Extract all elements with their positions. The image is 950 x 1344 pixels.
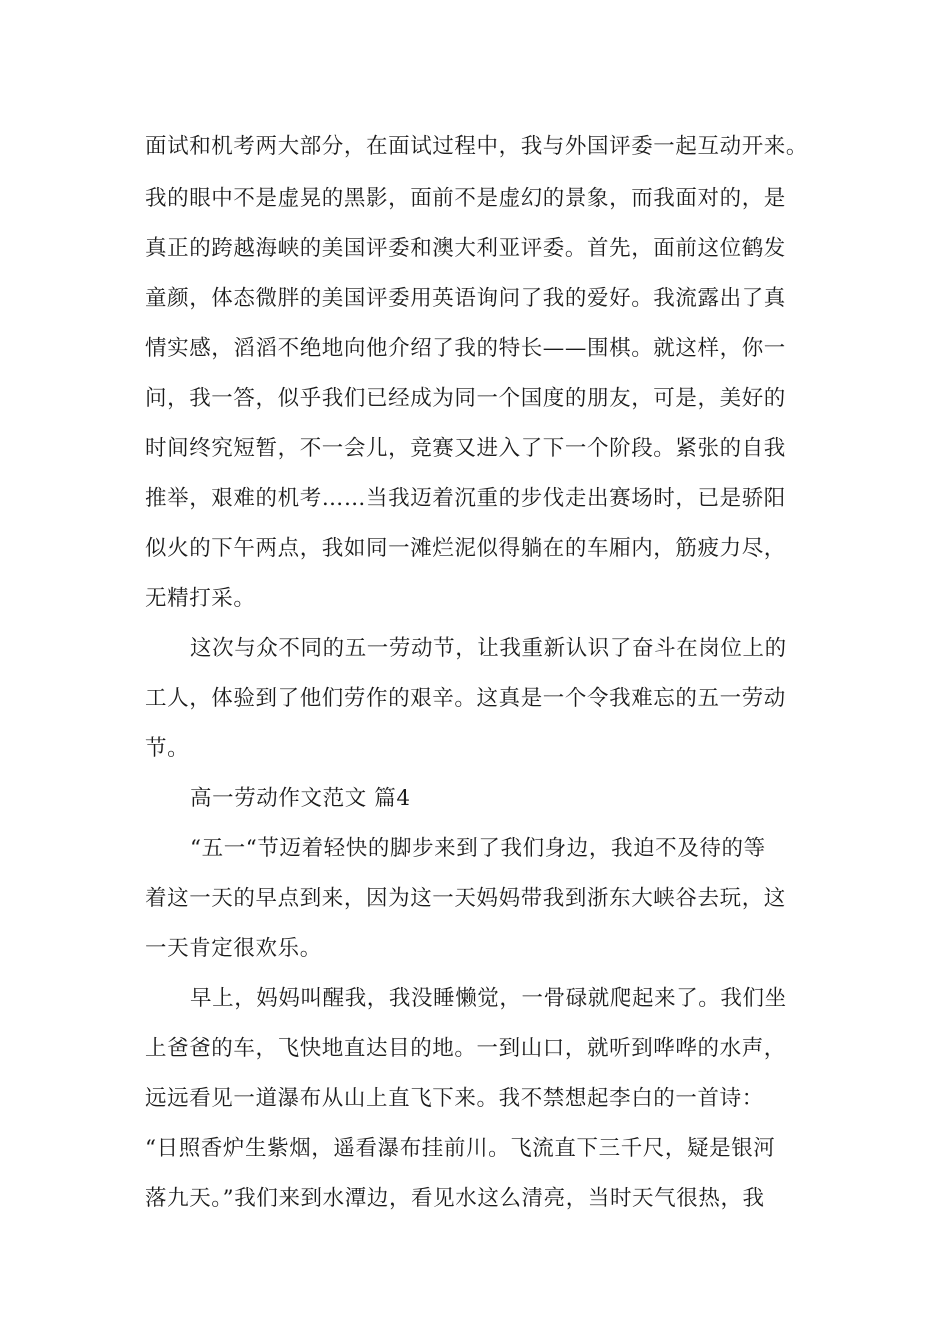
- text-line: 童颜，体态微胖的美国评委用英语询问了我的爱好。我流露出了真: [145, 286, 786, 311]
- section-heading: 高一劳动作文范文 篇4: [190, 786, 411, 811]
- text-line: 上爸爸的车，飞快地直达目的地。一到山口，就听到哗哗的水声，: [145, 1036, 786, 1061]
- text-line: 远远看见一道瀑布从山上直飞下来。我不禁想起李白的一首诗：: [145, 1086, 764, 1111]
- text-line: 无精打采。: [145, 586, 256, 611]
- text-line: 似火的下午两点，我如同一滩烂泥似得躺在的车厢内，筋疲力尽，: [145, 536, 786, 561]
- text-line: 问，我一答，似乎我们已经成为同一个国度的朋友，可是，美好的: [145, 386, 786, 411]
- text-line: “日照香炉生紫烟，遥看瀑布挂前川。飞流直下三千尺，疑是银河: [145, 1136, 776, 1161]
- text-line: 我的眼中不是虚晃的黑影，面前不是虚幻的景象，而我面对的，是: [145, 186, 786, 211]
- text-line: 落九天。”我们来到水潭边，看见水这么清亮，当时天气很热，我: [145, 1186, 765, 1211]
- text-line: 时间终究短暂，不一会儿，竞赛又进入了下一个阶段。紧张的自我: [145, 436, 786, 461]
- text-line: 面试和机考两大部分，在面试过程中，我与外国评委一起互动开来。: [145, 134, 809, 159]
- paragraph-first-line: 这次与众不同的五一劳动节，让我重新认识了奋斗在岗位上的: [190, 636, 787, 661]
- text-line: 工人，体验到了他们劳作的艰辛。这真是一个令我难忘的五一劳动: [145, 686, 786, 711]
- paragraph-first-line: 早上，妈妈叫醒我，我没睡懒觉，一骨碌就爬起来了。我们坐: [190, 986, 787, 1011]
- text-line: 节。: [145, 736, 190, 761]
- text-line: 着这一天的早点到来，因为这一天妈妈带我到浙东大峡谷去玩，这: [145, 886, 786, 911]
- text-line: 情实感，滔滔不绝地向他介绍了我的特长——围棋。就这样，你一: [145, 336, 786, 361]
- text-line: 真正的跨越海峡的美国评委和澳大利亚评委。首先，面前这位鹤发: [145, 236, 786, 261]
- paragraph-first-line: “五一“节迈着轻快的脚步来到了我们身边，我迫不及待的等: [190, 836, 766, 861]
- text-line: 一天肯定很欢乐。: [145, 936, 322, 961]
- text-line: 推举，艰难的机考……当我迈着沉重的步伐走出赛场时，已是骄阳: [145, 486, 786, 511]
